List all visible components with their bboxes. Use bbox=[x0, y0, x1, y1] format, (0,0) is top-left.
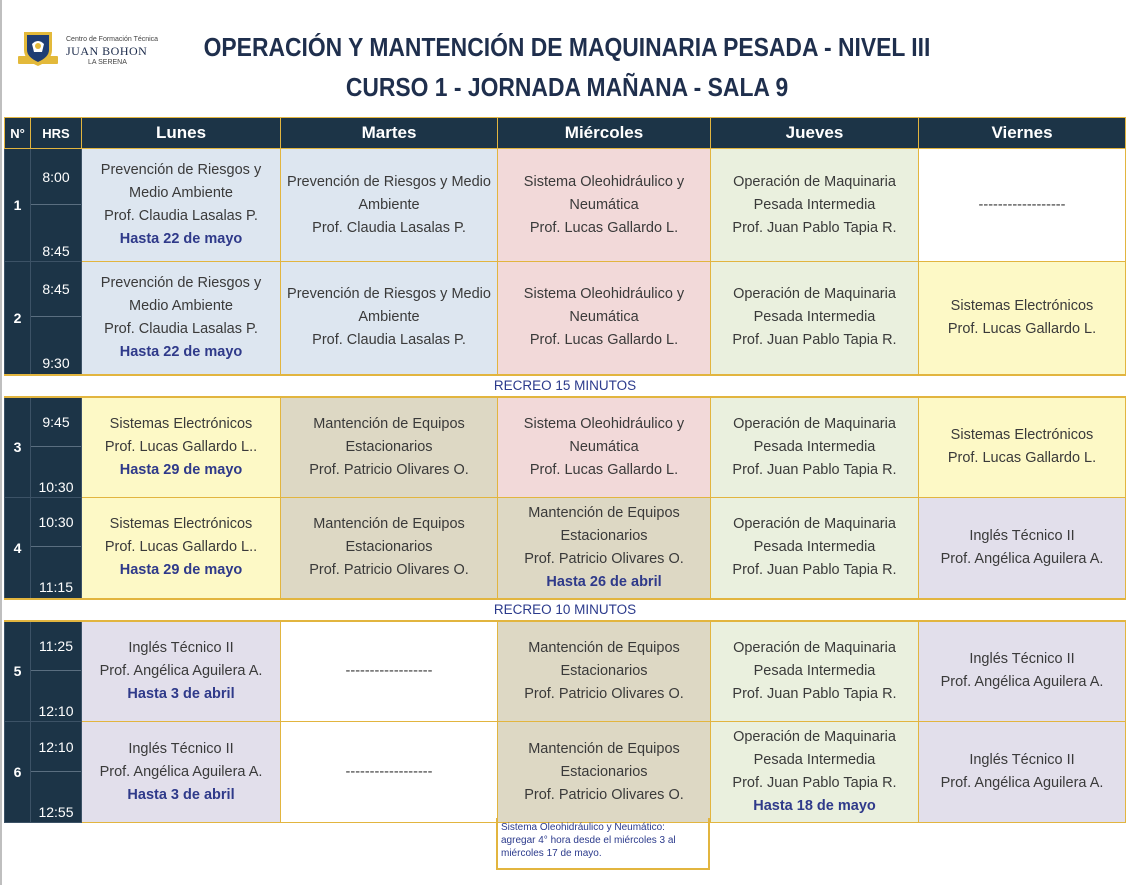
class-line: ------------------ bbox=[345, 763, 433, 780]
logo-city: LA SERENA bbox=[88, 59, 127, 66]
class-cell bbox=[711, 397, 919, 498]
class-line: Operación de Maquinaria bbox=[733, 173, 896, 190]
note-line: agregar 4° hora desde el miércoles 3 al bbox=[501, 835, 676, 846]
period-number: 2 bbox=[5, 262, 31, 375]
class-line: Pesada Intermedia bbox=[753, 438, 876, 455]
class-line: Prof. Lucas Gallardo L. bbox=[529, 332, 679, 349]
table-row bbox=[5, 498, 1126, 599]
class-cell bbox=[711, 149, 919, 262]
class-cell bbox=[919, 262, 1126, 375]
header-day: Miércoles bbox=[498, 118, 711, 149]
end-time: 12:55 bbox=[38, 803, 74, 820]
class-line: Sistemas Electrónicos bbox=[109, 415, 253, 432]
class-line: Prof. Lucas Gallardo L. bbox=[947, 450, 1097, 467]
header-hrs: HRS bbox=[31, 118, 82, 149]
class-line: Sistemas Electrónicos bbox=[109, 516, 253, 533]
class-line: Prof. Lucas Gallardo L. bbox=[529, 461, 679, 478]
class-line: Pesada Intermedia bbox=[753, 196, 876, 213]
recess-row bbox=[5, 375, 1126, 397]
class-cell bbox=[711, 262, 919, 375]
class-cell bbox=[919, 149, 1126, 262]
class-line: Inglés Técnico II bbox=[969, 527, 1075, 544]
class-line: Inglés Técnico II bbox=[969, 752, 1075, 768]
until-date: Hasta 22 de mayo bbox=[119, 343, 243, 360]
class-cell bbox=[711, 498, 919, 599]
hours-box bbox=[31, 498, 81, 597]
end-time: 11:15 bbox=[39, 579, 73, 596]
start-time: 11:25 bbox=[31, 622, 81, 671]
class-line: ------------------ bbox=[978, 196, 1066, 213]
class-cell bbox=[919, 722, 1126, 823]
class-cell bbox=[919, 621, 1126, 722]
class-line: Mantención de Equipos bbox=[528, 740, 680, 757]
class-line: Neumática bbox=[569, 196, 639, 213]
class-cell bbox=[498, 262, 711, 375]
header-day: Lunes bbox=[82, 118, 281, 149]
hours-box bbox=[31, 150, 81, 261]
class-line: Operación de Maquinaria bbox=[733, 415, 896, 432]
class-cell bbox=[281, 722, 498, 823]
header-day: Jueves bbox=[711, 118, 919, 149]
hours-box bbox=[31, 723, 81, 822]
schedule-table bbox=[4, 117, 1126, 823]
class-line: Prof. Patricio Olivares O. bbox=[309, 562, 469, 579]
class-line: Medio Ambiente bbox=[129, 297, 233, 314]
class-line: Inglés Técnico II bbox=[969, 651, 1075, 668]
header-num: N° bbox=[5, 118, 31, 149]
header-day: Martes bbox=[281, 118, 498, 149]
class-cell bbox=[281, 262, 498, 375]
period-hours bbox=[31, 621, 82, 722]
class-line: Prof. Lucas Gallardo L. bbox=[947, 320, 1097, 337]
class-line: Prof. Juan Pablo Tapia R. bbox=[732, 461, 897, 478]
recess-row bbox=[5, 599, 1126, 621]
class-line: Sistema Oleohidráulico y bbox=[523, 415, 685, 432]
table-row bbox=[5, 149, 1126, 262]
period-number: 6 bbox=[5, 722, 31, 823]
logo-name: JUAN BOHON bbox=[66, 44, 148, 58]
class-line: Prevención de Riesgos y Medio bbox=[287, 286, 491, 303]
class-line: ------------------ bbox=[345, 662, 433, 679]
end-time: 9:30 bbox=[42, 355, 70, 372]
class-line: Prof. Claudia Lasalas P. bbox=[104, 320, 258, 337]
class-line: Prof. Angélica Aguilera A. bbox=[99, 763, 263, 780]
until-date: Hasta 26 de abril bbox=[546, 573, 662, 590]
class-line: Prof. Claudia Lasalas P. bbox=[312, 219, 466, 236]
table-row bbox=[5, 262, 1126, 375]
class-line: Ambiente bbox=[358, 309, 420, 326]
class-line: Prevención de Riesgos y bbox=[100, 274, 262, 291]
class-cell bbox=[82, 397, 281, 498]
class-line: Mantención de Equipos bbox=[313, 516, 465, 533]
class-cell bbox=[498, 498, 711, 599]
class-cell bbox=[82, 722, 281, 823]
class-line: Pesada Intermedia bbox=[753, 539, 876, 556]
class-line: Sistemas Electrónicos bbox=[950, 427, 1094, 444]
class-line: Prof. Lucas Gallardo L.. bbox=[104, 438, 258, 455]
class-line: Operación de Maquinaria bbox=[733, 729, 896, 745]
period-hours bbox=[31, 149, 82, 262]
class-cell bbox=[82, 621, 281, 722]
recess-label: RECREO 10 MINUTOS bbox=[5, 599, 1126, 621]
class-line: Mantención de Equipos bbox=[313, 415, 465, 432]
class-cell bbox=[498, 722, 711, 823]
class-line: Mantención de Equipos bbox=[528, 504, 680, 521]
class-line: Prof. Claudia Lasalas P. bbox=[104, 208, 258, 224]
class-line: Prof. Patricio Olivares O. bbox=[524, 786, 684, 803]
class-line: Sistema Oleohidráulico y bbox=[523, 173, 685, 190]
logo-subtitle: Centro de Formación Técnica bbox=[66, 36, 159, 43]
class-line: Estacionarios bbox=[560, 662, 648, 679]
class-cell bbox=[281, 498, 498, 599]
class-line: Prof. Juan Pablo Tapia R. bbox=[732, 219, 897, 236]
class-line: Sistemas Electrónicos bbox=[950, 297, 1094, 314]
header-day: Viernes bbox=[919, 118, 1126, 149]
class-line: Inglés Técnico II bbox=[128, 639, 234, 656]
class-line: Prevención de Riesgos y Medio bbox=[287, 173, 491, 190]
class-line: Prof. Lucas Gallardo L.. bbox=[104, 539, 258, 556]
start-time: 8:00 bbox=[31, 150, 81, 205]
class-cell bbox=[498, 397, 711, 498]
period-hours bbox=[31, 397, 82, 498]
until-date: Hasta 18 de mayo bbox=[753, 798, 876, 814]
until-date: Hasta 3 de abril bbox=[127, 685, 235, 702]
period-number: 4 bbox=[5, 498, 31, 599]
table-row bbox=[5, 621, 1126, 722]
class-line: Prof. Patricio Olivares O. bbox=[309, 461, 469, 478]
until-date: Hasta 29 de mayo bbox=[119, 562, 243, 579]
period-number: 5 bbox=[5, 621, 31, 722]
class-line: Mantención de Equipos bbox=[528, 639, 680, 656]
header-row bbox=[5, 118, 1126, 149]
class-line: Prof. Juan Pablo Tapia R. bbox=[732, 562, 897, 579]
class-line: Prevención de Riesgos y bbox=[100, 162, 262, 178]
class-line: Pesada Intermedia bbox=[753, 309, 876, 326]
hours-box bbox=[31, 622, 81, 721]
until-date: Hasta 22 de mayo bbox=[119, 231, 243, 247]
class-line: Estacionarios bbox=[560, 763, 648, 780]
class-line: Operación de Maquinaria bbox=[733, 639, 896, 656]
class-cell bbox=[281, 621, 498, 722]
class-line: Estacionarios bbox=[345, 539, 433, 556]
class-cell bbox=[498, 149, 711, 262]
class-line: Pesada Intermedia bbox=[753, 662, 876, 679]
end-time: 12:10 bbox=[38, 702, 74, 719]
schedule-note bbox=[496, 818, 710, 870]
class-cell bbox=[82, 498, 281, 599]
start-time: 9:45 bbox=[31, 398, 81, 447]
table-row bbox=[5, 722, 1126, 823]
class-line: Estacionarios bbox=[345, 438, 433, 455]
class-line: Prof. Lucas Gallardo L. bbox=[529, 219, 679, 236]
class-line: Inglés Técnico II bbox=[128, 740, 234, 757]
class-line: Medio Ambiente bbox=[129, 185, 233, 201]
class-cell bbox=[498, 621, 711, 722]
class-cell bbox=[82, 262, 281, 375]
class-line: Prof. Juan Pablo Tapia R. bbox=[732, 332, 897, 349]
period-number: 1 bbox=[5, 149, 31, 262]
until-date: Hasta 29 de mayo bbox=[119, 461, 243, 478]
class-line: Prof. Juan Pablo Tapia R. bbox=[732, 775, 897, 791]
page-title: OPERACIÓN Y MANTENCIÓN DE MAQUINARIA PESADA - NIVEL III bbox=[203, 32, 931, 62]
class-cell bbox=[281, 397, 498, 498]
class-line: Prof. Angélica Aguilera A. bbox=[940, 550, 1104, 567]
period-number: 3 bbox=[5, 397, 31, 498]
end-time: 8:45 bbox=[42, 242, 70, 259]
page-subtitle: CURSO 1 - JORNADA MAÑANA - SALA 9 bbox=[345, 72, 789, 102]
class-line: Operación de Maquinaria bbox=[733, 286, 896, 303]
period-hours bbox=[31, 722, 82, 823]
class-line: Prof. Angélica Aguilera A. bbox=[940, 775, 1104, 791]
class-line: Neumática bbox=[569, 438, 639, 455]
class-line: Prof. Angélica Aguilera A. bbox=[940, 674, 1104, 691]
institution-logo bbox=[16, 26, 159, 70]
class-line: Operación de Maquinaria bbox=[733, 516, 896, 533]
table-row bbox=[5, 397, 1126, 498]
note-line: Sistema Oleohidráulico y Neumático: bbox=[501, 822, 665, 833]
start-time: 12:10 bbox=[31, 723, 81, 772]
class-cell bbox=[919, 498, 1126, 599]
class-line: Pesada Intermedia bbox=[753, 752, 876, 768]
class-line: Prof. Patricio Olivares O. bbox=[524, 550, 684, 567]
class-line: Estacionarios bbox=[560, 527, 648, 544]
class-cell bbox=[919, 397, 1126, 498]
until-date: Hasta 3 de abril bbox=[127, 786, 235, 803]
note-line: miércoles 17 de mayo. bbox=[501, 848, 602, 859]
hours-box bbox=[31, 398, 81, 497]
recess-label: RECREO 15 MINUTOS bbox=[5, 375, 1126, 397]
class-line: Prof. Juan Pablo Tapia R. bbox=[732, 685, 897, 702]
class-line: Sistema Oleohidráulico y bbox=[523, 286, 685, 303]
period-hours bbox=[31, 262, 82, 375]
class-line: Prof. Angélica Aguilera A. bbox=[99, 662, 263, 679]
class-line: Ambiente bbox=[358, 196, 420, 213]
class-line: Prof. Patricio Olivares O. bbox=[524, 685, 684, 702]
class-cell bbox=[711, 722, 919, 823]
class-cell bbox=[711, 621, 919, 722]
start-time: 8:45 bbox=[31, 262, 81, 317]
class-cell bbox=[82, 149, 281, 262]
class-cell bbox=[281, 149, 498, 262]
hours-box bbox=[31, 262, 81, 373]
class-line: Neumática bbox=[569, 309, 639, 326]
start-time: 10:30 bbox=[31, 498, 81, 547]
period-hours bbox=[31, 498, 82, 599]
class-line: Prof. Claudia Lasalas P. bbox=[312, 332, 466, 349]
end-time: 10:30 bbox=[38, 478, 74, 495]
shield-emblem-icon bbox=[16, 26, 60, 70]
